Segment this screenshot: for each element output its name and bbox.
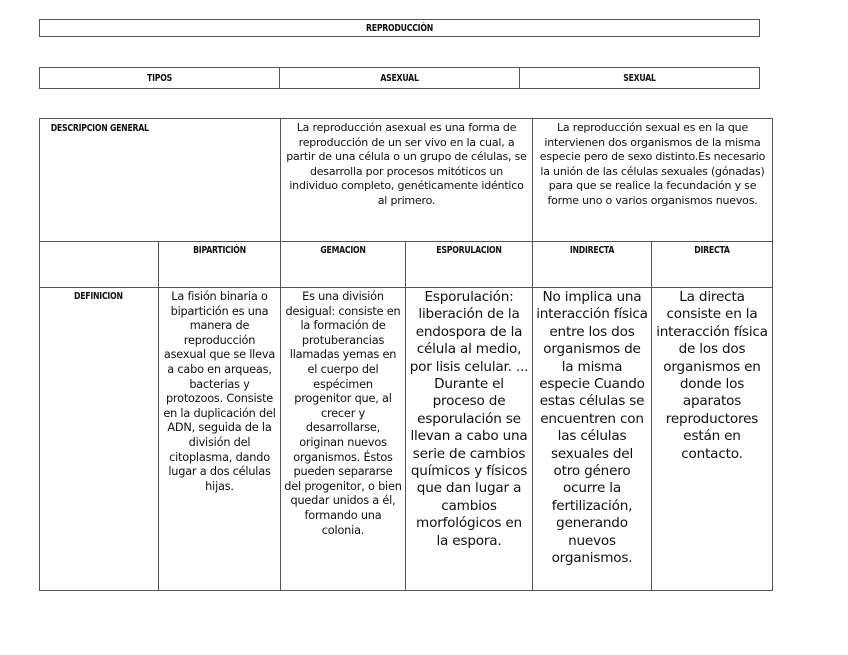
biparticion-header: BIPARTICIÓN — [193, 245, 246, 256]
general-label: DESCRIPCION GENERAL — [50, 123, 149, 134]
subtype-cell-biparticion — [159, 242, 281, 288]
esporulacion-header: ESPORULACION — [436, 245, 502, 256]
indirecta-header: INDIRECTA — [569, 245, 615, 256]
definition-label: DEFINICION — [74, 291, 123, 302]
title-cell — [40, 20, 760, 37]
subtype-row — [40, 242, 773, 288]
types-cell-tipos — [40, 68, 280, 89]
general-asexual-text: La reproducción asexual es una forma de reproducción de un ser vivo en la cual, a partir de una célula o un grupo de células, se desarrolla por procesos mitóticos un individuo completo, genéticamente idéntico al primero. — [281, 119, 533, 242]
general-row — [40, 119, 773, 242]
definition-biparticion: La fisión binaria o bipartición es una manera de reproducción asexual que se lleva a cabo en arqueas, bacterias y protozoos. Consiste en la duplicación del ADN, seguida de la división del citoplasma, dando lugar a dos células hijas. — [159, 288, 281, 591]
tipos-header: TIPOS — [147, 72, 172, 84]
subtype-empty-cell — [40, 242, 159, 288]
general-label-cell — [40, 119, 281, 242]
types-table — [39, 67, 760, 89]
types-cell-sexual — [520, 68, 760, 89]
types-cell-asexual — [280, 68, 520, 89]
gemacion-header: GEMACION — [320, 245, 366, 256]
asexual-header: ASEXUAL — [380, 72, 419, 84]
definition-label-cell — [40, 288, 159, 591]
subtype-cell-indirecta — [533, 242, 652, 288]
definition-directa: La directa consiste en la interacción física de los dos organismos en donde los aparatos reproductores están en contacto. — [652, 288, 773, 591]
definition-row — [40, 288, 773, 591]
general-sexual-text: La reproducción sexual es en la que intervienen dos organismos de la misma especie pero de sexo distinto.Es necesario la unión de las células sexuales (gónadas) para que se realice la fecundación y se forme uno o varios organismos nuevos. — [533, 119, 773, 242]
subtype-cell-directa — [652, 242, 773, 288]
title-table — [39, 19, 760, 37]
definition-esporulacion: Esporulación: liberación de la endospora de la célula al medio, por lisis celular. ... Durante el proceso de esporulación se llevan a cabo una serie de cambios químicos y físicos que dan lugar a cambios morfológicos en la espora. — [406, 288, 533, 591]
page-title: REPRODUCCIÓN — [366, 22, 433, 34]
main-table — [39, 118, 773, 591]
directa-header: DIRECTA — [694, 245, 730, 256]
sexual-header: SEXUAL — [623, 72, 656, 84]
definition-indirecta: No implica una interacción física entre los dos organismos de la misma especie Cuando estas células se encuentren con las células sexuales del otro género ocurre la fertilización, generando nuevos organismos. — [533, 288, 652, 591]
definition-gemacion: Es una división desigual: consiste en la formación de protuberancias llamadas yemas en el cuerpo del espécimen progenitor que, al crecer y desarrollarse, originan nuevos organismos. Éstos pueden separarse del progenitor, o bien quedar unidos a él, formando una colonia. — [281, 288, 406, 591]
subtype-cell-esporulacion — [406, 242, 533, 288]
subtype-cell-gemacion — [281, 242, 406, 288]
